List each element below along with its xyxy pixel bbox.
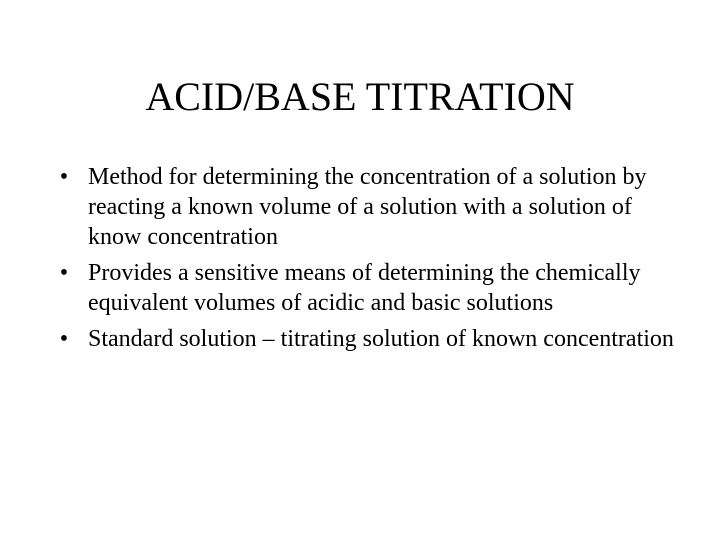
bullet-text: Method for determining the concentration of a solution by reacting a known volume of a solution with a solution of know concentration: [88, 164, 647, 250]
slide-title: ACID/BASE TITRATION: [145, 74, 575, 119]
bullet-item: [54, 324, 674, 354]
bullet-list: [54, 162, 674, 360]
bullet-text: Provides a sensitive means of determining the chemically equivalent volumes of acidic and basic solutions: [88, 260, 641, 316]
bullet-text: Standard solution – titrating solution of known concentration: [88, 326, 674, 352]
bullet-icon: •: [59, 164, 69, 190]
bullet-item: [54, 258, 674, 318]
bullet-icon: •: [59, 326, 69, 352]
bullet-item: [54, 162, 674, 252]
bullet-icon: •: [59, 260, 69, 286]
